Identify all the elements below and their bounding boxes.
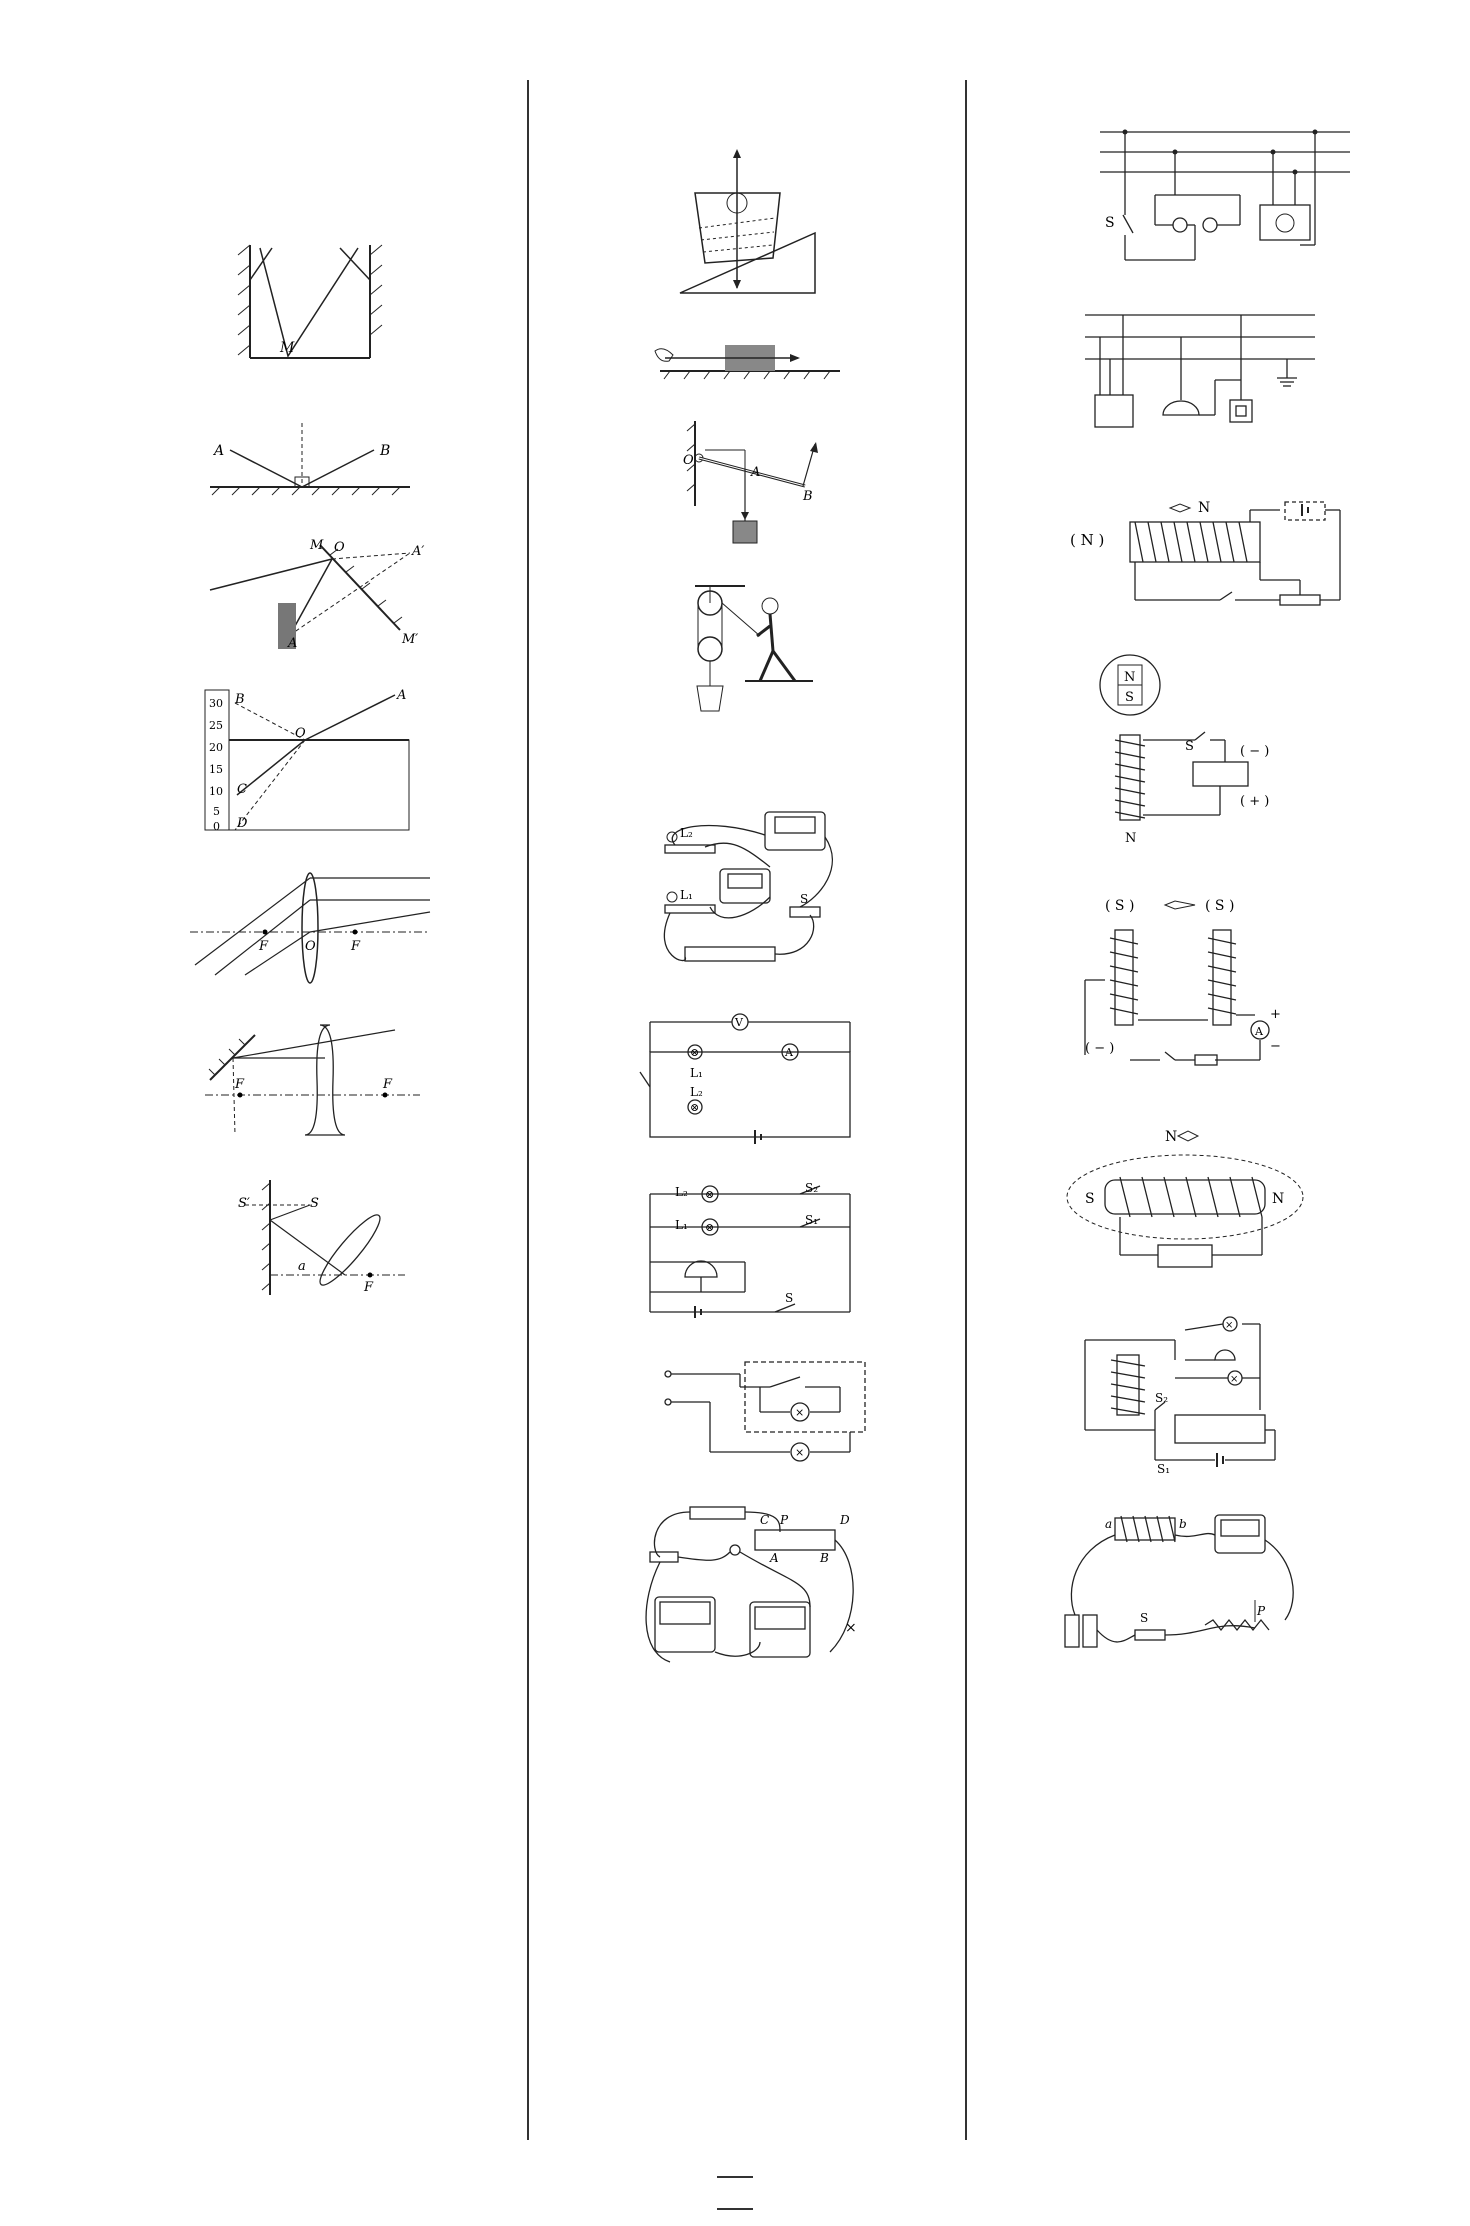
question-prompt: [540, 1467, 960, 1500]
svg-text:L₁: L₁: [675, 1218, 688, 1232]
svg-text:A: A: [288, 636, 298, 650]
svg-text:a: a: [298, 1259, 306, 1274]
question-prompt: [980, 615, 1390, 648]
svg-text:F: F: [351, 939, 361, 954]
svg-text:( + ): ( + ): [1240, 794, 1270, 809]
svg-text:L₁: L₁: [690, 1066, 703, 1080]
svg-text:S₂: S₂: [805, 1182, 819, 1195]
svg-text:⊗: ⊗: [705, 1188, 715, 1201]
svg-text:( − ): ( − ): [1085, 1041, 1115, 1056]
svg-text:+: +: [1270, 1007, 1281, 1022]
svg-text:F: F: [235, 1077, 245, 1092]
svg-text:D: D: [237, 816, 248, 831]
answer-column-2: [540, 80, 960, 1677]
figure-concave-lens: [100, 1020, 520, 1140]
question-prompt: [980, 265, 1390, 298]
svg-text:S: S: [310, 1196, 319, 1211]
svg-text:L₂: L₂: [680, 826, 693, 840]
figure-buoyancy: [540, 148, 960, 298]
svg-text:A: A: [785, 1046, 793, 1059]
svg-text:a: a: [1105, 1517, 1113, 1531]
svg-text:A: A: [214, 443, 225, 459]
figure-solenoid-11: [980, 1125, 1390, 1275]
svg-text:×: ×: [1230, 1374, 1239, 1385]
svg-text:B: B: [235, 692, 245, 707]
page-number: [0, 2178, 1470, 2208]
svg-text:O: O: [334, 540, 345, 555]
svg-text:S: S: [1140, 1611, 1149, 1625]
figure-convex-lens: [100, 870, 520, 985]
type-heading: [100, 172, 520, 205]
question-prompt: [100, 500, 520, 533]
svg-text:⊗: ⊗: [690, 1101, 700, 1114]
type-heading: [540, 80, 960, 113]
svg-text:30: 30: [209, 697, 223, 710]
svg-text:N: N: [1165, 1129, 1178, 1145]
svg-text:15: 15: [209, 763, 223, 776]
svg-text:S₂: S₂: [1155, 1391, 1169, 1405]
svg-text:×: ×: [795, 1446, 805, 1459]
svg-text:( S ): ( S ): [1205, 898, 1235, 914]
figure-household-switch: [540, 1357, 960, 1467]
svg-text:S′: S′: [238, 1196, 250, 1211]
svg-text:20: 20: [209, 741, 223, 754]
svg-text:O: O: [295, 726, 306, 741]
svg-text:A: A: [1255, 1025, 1263, 1038]
question-prompt: [980, 465, 1390, 498]
question-prompt: [540, 381, 960, 414]
topic2-title: [100, 80, 520, 126]
question-prompt: [540, 1147, 960, 1180]
svg-text:N: N: [1125, 831, 1137, 846]
svg-text:A: A: [751, 465, 761, 480]
svg-text:F: F: [259, 939, 269, 954]
svg-text:C: C: [760, 1513, 770, 1527]
question-prompt: [980, 1275, 1390, 1308]
svg-text:25: 25: [209, 719, 223, 732]
figure-pulley-worker: [540, 581, 960, 731]
figure-solenoid-8: [980, 500, 1390, 615]
svg-text:( N ): ( N ): [1070, 531, 1105, 549]
svg-text:M: M: [310, 538, 324, 553]
svg-text:B: B: [380, 443, 391, 459]
svg-text:M: M: [280, 340, 295, 356]
svg-text:L₁: L₁: [680, 888, 693, 902]
svg-text:C: C: [237, 782, 247, 797]
figure-friction-block: [540, 333, 960, 381]
svg-text:S: S: [1085, 1191, 1095, 1207]
question-prompt: [980, 1090, 1390, 1123]
figure-circuit-v-a: [540, 1012, 960, 1147]
svg-text:×: ×: [845, 1620, 857, 1636]
svg-text:N: N: [1272, 1191, 1285, 1207]
svg-text:5: 5: [213, 805, 220, 818]
question-prompt: [980, 80, 1390, 113]
svg-text:( S ): ( S ): [1105, 898, 1135, 914]
figure-viewer-board: [100, 535, 520, 650]
svg-text:S: S: [1185, 739, 1194, 754]
svg-text:P: P: [1257, 1604, 1266, 1618]
question-prompt: [980, 855, 1390, 888]
question-prompt: [100, 835, 520, 868]
figure-mirror-lens: [100, 1175, 520, 1300]
figure-relay-alarm: [980, 1310, 1390, 1475]
svg-text:A′: A′: [412, 544, 425, 559]
column-divider: [527, 80, 529, 2140]
figure-solenoid-9: [980, 650, 1390, 855]
type-heading: [540, 739, 960, 772]
question-prompt: [100, 1140, 520, 1173]
svg-text:×: ×: [795, 1406, 805, 1419]
topic3-title: [100, 126, 520, 172]
figure-household-wiring-6: [980, 115, 1390, 265]
figure-physical-solenoid-13: [980, 1510, 1390, 1660]
svg-text:S: S: [1105, 215, 1115, 231]
svg-text:M′: M′: [402, 632, 419, 647]
svg-text:A: A: [397, 688, 407, 703]
svg-text:S₁: S₁: [805, 1213, 819, 1227]
answer-column-3: [980, 80, 1390, 1660]
svg-text:10: 10: [209, 785, 223, 798]
figure-physical-circuit-rheostat: [540, 1502, 960, 1677]
svg-text:F: F: [383, 1077, 393, 1092]
figure-two-solenoids: [980, 890, 1390, 1090]
svg-text:N: N: [1198, 500, 1211, 516]
svg-text:V: V: [735, 1016, 743, 1029]
svg-text:L₂: L₂: [675, 1185, 688, 1199]
figure-lever: [540, 416, 960, 546]
svg-text:N: N: [1124, 670, 1136, 685]
question-prompt: [540, 546, 960, 579]
question-prompt: [100, 650, 520, 683]
svg-text:B: B: [820, 1551, 829, 1565]
answer-column-1: [100, 80, 520, 1300]
figure-reflection-normal: [100, 405, 520, 500]
svg-text:D: D: [840, 1513, 850, 1527]
svg-text:×: ×: [1225, 1320, 1234, 1331]
question-prompt: [540, 1322, 960, 1355]
question-prompt: [540, 113, 960, 146]
question-prompt: [100, 205, 520, 238]
figure-physical-circuit: [540, 807, 960, 977]
svg-text:⊗: ⊗: [690, 1046, 700, 1059]
figure-circuit-l1-l2: [540, 1182, 960, 1322]
question-prompt: [100, 370, 520, 403]
svg-text:A: A: [770, 1551, 779, 1565]
question-prompt: [100, 985, 520, 1018]
svg-text:( − ): ( − ): [1240, 744, 1270, 759]
svg-text:L₂: L₂: [690, 1085, 703, 1099]
svg-text:b: b: [1179, 1517, 1187, 1531]
svg-text:S₁: S₁: [1157, 1462, 1171, 1475]
svg-text:S: S: [800, 892, 809, 906]
figure-household-wiring-7: [980, 300, 1390, 465]
figure-mirrors-m: [100, 240, 520, 370]
question-prompt: [540, 977, 960, 1010]
svg-text:S: S: [1125, 690, 1134, 705]
question-prompt: [540, 298, 960, 331]
svg-text:0: 0: [213, 820, 220, 833]
question-prompt: [980, 1475, 1390, 1508]
figure-ruler-refraction: [100, 685, 520, 835]
svg-text:B: B: [803, 489, 813, 504]
svg-text:O: O: [683, 453, 694, 468]
svg-text:O: O: [305, 939, 316, 954]
svg-text:F: F: [364, 1280, 374, 1295]
svg-text:−: −: [1270, 1039, 1281, 1054]
column-divider: [965, 80, 967, 2140]
svg-text:S: S: [785, 1291, 794, 1305]
svg-text:⊗: ⊗: [705, 1221, 715, 1234]
question-prompt: [540, 772, 960, 805]
svg-text:P: P: [780, 1513, 789, 1527]
